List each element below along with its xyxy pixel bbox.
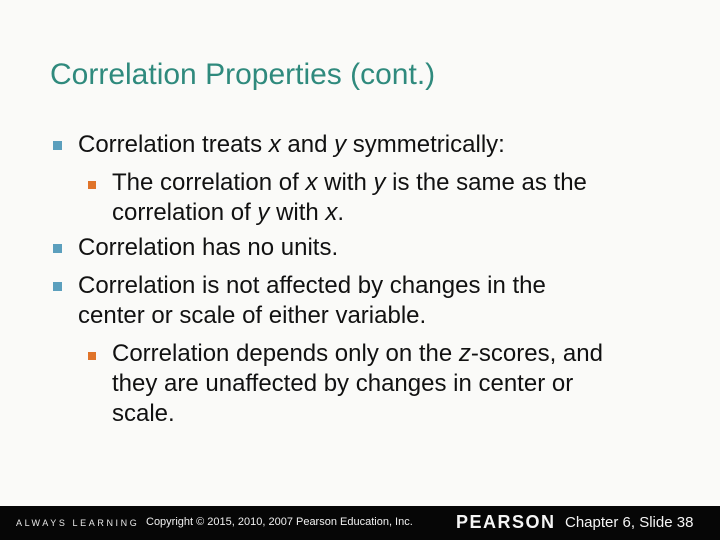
bullet-text-line-2: center or scale of either variable. (78, 302, 427, 329)
pearson-logo: PEARSON (456, 512, 556, 532)
footer-copyright: Copyright © 2015, 2010, 2007 Pearson Education, Inc. (146, 516, 413, 528)
bullet-marker (53, 141, 62, 150)
sub-bullet-text-line-1: Correlation depends only on the z-scores, and (112, 340, 603, 367)
sub-bullet-text-line-3: scale. (112, 400, 175, 427)
bullet-text: Correlation treats x and y symmetrically: (78, 131, 505, 158)
footer-bar (0, 506, 720, 540)
sub-bullet-text-line-2: correlation of y with x. (112, 199, 345, 226)
bullet-marker (53, 282, 62, 291)
slide-number: Chapter 6, Slide 38 (565, 514, 694, 531)
bullet-text-line-1: Correlation is not affected by changes in the (78, 272, 546, 299)
sub-bullet-marker (88, 352, 96, 360)
bullet-text: Correlation has no units. (78, 234, 339, 261)
footer-tagline: ALWAYS LEARNING (16, 518, 140, 528)
sub-bullet-text-line-2: they are unaffected by changes in center or (112, 370, 574, 397)
sub-bullet-text-line-1: The correlation of x with y is the same as the (112, 169, 587, 196)
bullet-marker (53, 244, 62, 253)
sub-bullet-marker (88, 181, 96, 189)
slide-title: Correlation Properties (cont.) (50, 58, 436, 91)
